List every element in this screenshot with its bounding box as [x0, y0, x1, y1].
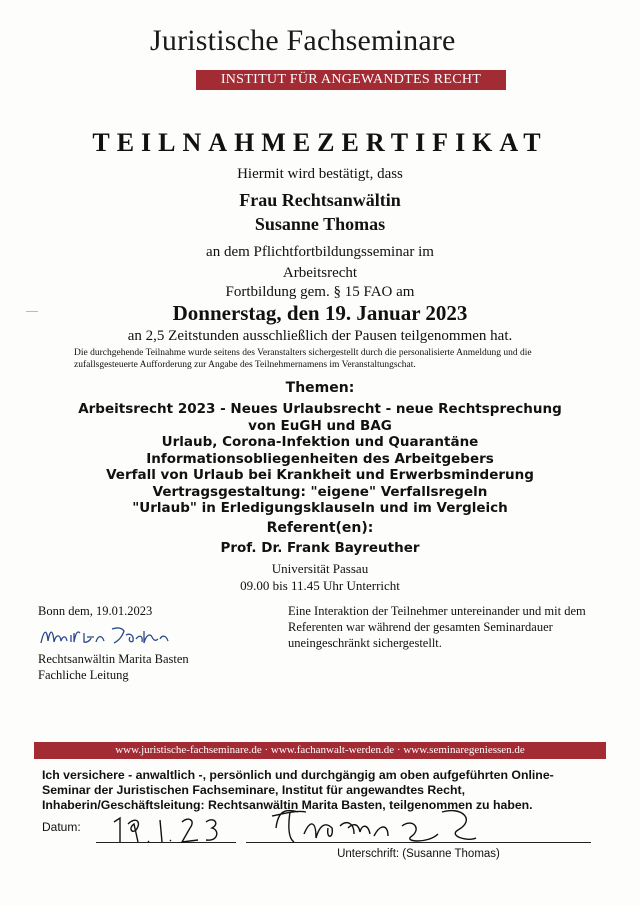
- participant-name: Susanne Thomas: [254, 214, 386, 234]
- topics-heading: Themen:: [285, 380, 355, 396]
- footer-links-bar: www.juristische-fachseminare.de · www.fachanwalt-werden.de · www.seminaregeniessen.de: [34, 742, 606, 759]
- certificate-title: TEILNAHMEZERTIFIKAT: [92, 128, 548, 157]
- speaker-heading: Referent(en):: [266, 520, 374, 536]
- participation-notice: Die durchgehende Teilnahme wurde seitens des Veranstalters sichergestellt durch die personalisierte Anmeldung und die zufallsgesteuerte Aufforderung zur Angabe des Teilnehmernamens im Veranstaltungschat.: [74, 348, 532, 370]
- handwritten-date: [108, 808, 238, 848]
- topic-item: "Urlaub" in Erledigungsklauseln und im Vergleich: [132, 500, 508, 516]
- participant-signature-image: [262, 798, 502, 852]
- seminar-intro: an dem Pflichtfortbildungsseminar im: [206, 244, 434, 260]
- participant-declaration: Ich versichere - anwaltlich -, persönlich und durchgängig am oben aufgeführten Online-Seminar der Juristischen Fachseminare, Institut für angewandtes Recht, Inhaberin/Geschäftsleitung: Rechtsanwältin Marita Basten, teilgenommen zu haben.: [42, 768, 554, 812]
- signature-label: Unterschrift: (Susanne Thomas): [337, 848, 500, 860]
- issuer-role: Fachliche Leitung: [38, 668, 129, 682]
- fao-text: Fortbildung gem. § 15 FAO am: [225, 284, 415, 300]
- interaction-note: Eine Interaktion der Teilnehmer untereinander und mit dem Referenten war während der gesamten Seminardauer uneingeschränkt sichergestellt.: [288, 604, 586, 650]
- speaker-affiliation: Universität Passau: [271, 561, 369, 576]
- edge-mark: [26, 311, 38, 312]
- confirm-text: Hiermit wird bestätigt, dass: [237, 166, 403, 182]
- topic-item: Informationsobliegenheiten des Arbeitgebers: [146, 451, 494, 467]
- topic-item: von EuGH und BAG: [248, 418, 392, 434]
- topic-item: Verfall von Urlaub bei Krankheit und Erwerbsminderung: [106, 467, 534, 483]
- place-date: Bonn dem, 19.01.2023: [38, 604, 153, 618]
- hours-text: an 2,5 Zeitstunden ausschließlich der Pausen teilgenommen hat.: [127, 328, 513, 344]
- seminar-field: Arbeitsrecht: [282, 265, 358, 281]
- logo-title: Juristische Fachseminare: [150, 24, 456, 57]
- issuer-signature-image: [38, 621, 188, 649]
- datum-label: Datum:: [42, 820, 81, 834]
- logo-subtitle: INSTITUT FÜR ANGEWANDTES RECHT: [220, 72, 482, 87]
- participant-title: Frau Rechtsanwältin: [239, 190, 401, 210]
- lesson-time: 09.00 bis 11.45 Uhr Unterricht: [240, 578, 400, 593]
- topic-item: Urlaub, Corona-Infektion und Quarantäne: [161, 434, 479, 450]
- topic-item: Vertragsgestaltung: "eigene" Verfallsregeln: [152, 484, 488, 500]
- speaker-name: Prof. Dr. Frank Bayreuther: [220, 540, 420, 556]
- issuer-name: Rechtsanwältin Marita Basten: [38, 652, 189, 666]
- topic-item: Arbeitsrecht 2023 - Neues Urlaubsrecht - neue Rechtsprechung: [78, 401, 562, 417]
- seminar-date: Donnerstag, den 19. Januar 2023: [172, 301, 468, 325]
